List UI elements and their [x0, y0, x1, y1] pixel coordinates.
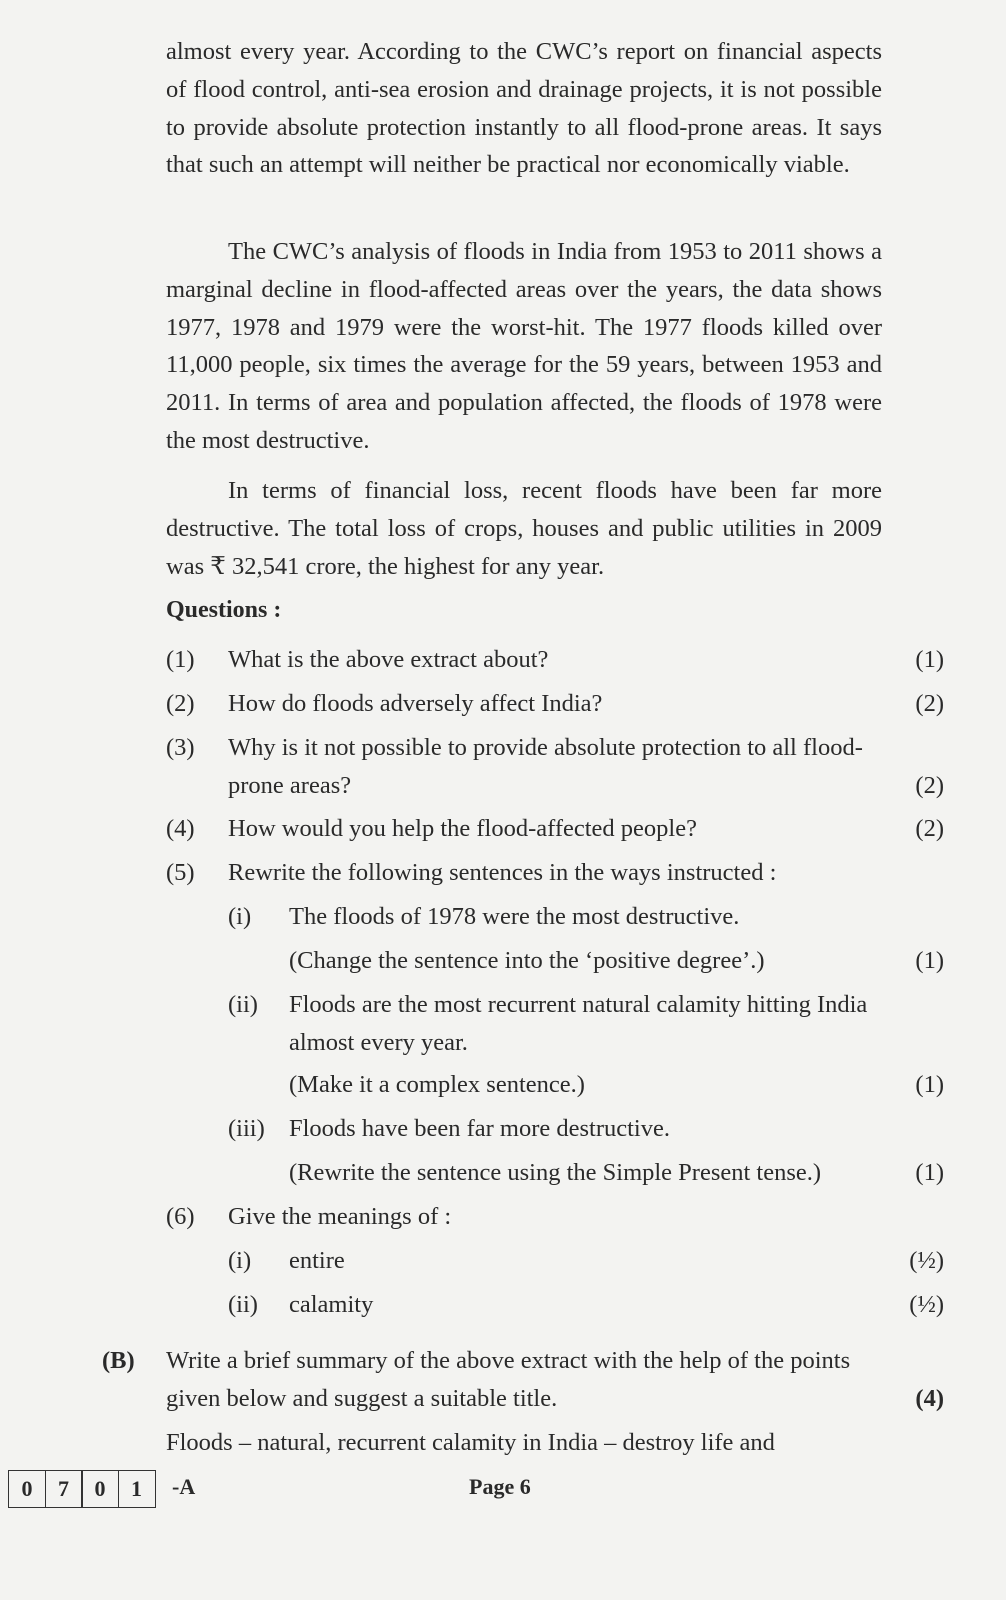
- passage-paragraph-1: almost every year. According to the CWC’s report on financial aspects of flood control, anti-sea erosion and drainage projects, it is not possible to provide absolute protection instantly to all flood-prone areas. It says that such an attempt will neither be practical nor economically viable.: [166, 38, 882, 179]
- question-number: (5): [166, 859, 195, 886]
- question-text: How do floods adversely affect India?: [228, 690, 603, 717]
- sub-question-instruction: (Make it a complex sentence.): [289, 1071, 585, 1098]
- question-text: What is the above extract about?: [228, 646, 549, 673]
- sub-question-text: calamity: [289, 1291, 374, 1318]
- sub-question-marks: (½): [909, 1247, 944, 1274]
- sub-question-text: Floods are the most recurrent natural calamity hitting India almost every year.: [289, 991, 868, 1056]
- sub-question-marks: (½): [909, 1291, 944, 1318]
- sub-question-number: (i): [228, 903, 252, 930]
- question-text: Rewrite the following sentences in the ways instructed :: [228, 859, 777, 886]
- passage-paragraph-3: [166, 472, 882, 585]
- question-number: (1): [166, 646, 195, 673]
- sub-question-number: (i): [228, 1247, 252, 1274]
- section-b-marks: (4): [915, 1385, 944, 1412]
- questions-heading: Questions :: [166, 597, 282, 623]
- section-b-points: Floods – natural, recurrent calamity in India – destroy life and: [166, 1429, 775, 1456]
- paper-code-boxes: [8, 1470, 154, 1508]
- sub-question-number: (ii): [228, 1291, 258, 1318]
- question-number: (4): [166, 815, 195, 842]
- question-text: How would you help the flood-affected people?: [228, 815, 697, 842]
- sub-question-text: Floods have been far more destructive.: [289, 1115, 670, 1142]
- question-number: (6): [166, 1203, 195, 1230]
- sub-question-number: (iii): [228, 1115, 265, 1142]
- passage-paragraph-2: [166, 233, 882, 460]
- sub-question-text: entire: [289, 1247, 345, 1274]
- question-marks: (2): [915, 815, 944, 842]
- question-marks: (1): [915, 646, 944, 673]
- sub-question-text: The floods of 1978 were the most destructive.: [289, 903, 740, 930]
- sub-question-marks: (1): [915, 947, 944, 974]
- question-marks: (2): [915, 772, 944, 799]
- section-b-instruction: Write a brief summary of the above extract with the help of the points given below and suggest a suitable title.: [166, 1347, 851, 1412]
- sub-question-marks: (1): [915, 1071, 944, 1098]
- section-b-label: (B): [102, 1347, 135, 1374]
- paper-code-digit: 0: [8, 1470, 46, 1508]
- sub-question-instruction: (Rewrite the sentence using the Simple Present tense.): [289, 1159, 822, 1186]
- sub-question-instruction: (Change the sentence into the ‘positive degree’.): [289, 947, 765, 974]
- paper-code-digit: 7: [45, 1470, 83, 1508]
- paper-code-digit: 1: [118, 1470, 156, 1508]
- question-number: (2): [166, 690, 195, 717]
- paper-code-suffix: -A: [172, 1474, 196, 1499]
- paper-code-digit: 0: [81, 1470, 119, 1508]
- question-marks: (2): [915, 690, 944, 717]
- page-number: Page 6: [469, 1474, 531, 1499]
- question-text: Why is it not possible to provide absolute protection to all flood-prone areas?: [228, 734, 863, 799]
- passage-paragraph-2-text: The CWC’s analysis of floods in India from 1953 to 2011 shows a marginal decline in flood-affected areas over the years, the data shows 1977, 1978 and 1979 were the worst-hit. The 1977 floods killed over 11,000 people, six times the average for the 59 years, between 1953 and 2011. In terms of area and population affected, the floods of 1978 were the most destructive.: [166, 238, 882, 454]
- sub-question-number: (ii): [228, 991, 258, 1018]
- question-number: (3): [166, 734, 195, 761]
- sub-question-marks: (1): [915, 1159, 944, 1186]
- question-text: Give the meanings of :: [228, 1203, 452, 1230]
- passage-paragraph-3-text: In terms of financial loss, recent floods have been far more destructive. The total loss of crops, houses and public utilities in 2009 was ₹ 32,541 crore, the highest for any year.: [166, 477, 882, 580]
